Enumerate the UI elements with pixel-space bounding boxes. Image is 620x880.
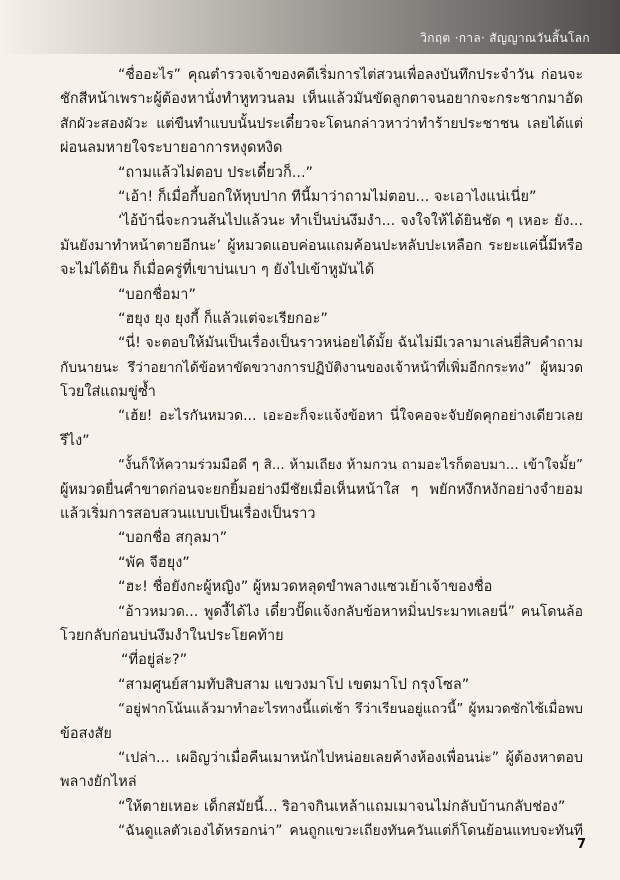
- body-line: “อ้าวหมวด... พูดงี้ได้ไง เดี๋ยวปั๊ดแจ้งกลับข้อหาหมิ่นประมาทเลยนี่” คนโดนล้อ: [118, 603, 583, 620]
- body-line: กับนายนะ รึว่าอยากได้ข้อหาขัดขวางการปฏิบัติงานของเจ้าหน้าที่เพิ่มอีกกระทง” ผู้หมวด: [60, 359, 583, 376]
- paragraph: [60, 600, 583, 649]
- body-line: “งั้นก็ให้ความร่วมมือดี ๆ สิ... ห้ามเถียง ห้ามกวน ถามอะไรก็ตอบมา... เข้าใจมั้ย”: [118, 457, 583, 474]
- paragraph: [60, 185, 583, 209]
- body-line: ชักสีหน้าเพราะผู้ต้องหานั่งทำหูทวนลม เห็นแล้วมันขัดลูกตาจนอยากจะกระชากมาอัด: [60, 91, 583, 108]
- paragraph: [60, 404, 583, 453]
- body-text: [60, 63, 583, 844]
- body-line: “ฮยุง ยุง ยุงกี้ ก็แล้วแต่จะเรียกอะ”: [118, 310, 328, 327]
- body-line: รึไง”: [60, 432, 90, 449]
- paragraph: [60, 331, 583, 404]
- body-line: โวยใส่แถมขู่ซ้ำ: [60, 384, 156, 401]
- paragraph: [60, 453, 583, 526]
- paragraph: [60, 575, 583, 599]
- running-header-title: วิกฤต ·กาล· สัญญาณวันสิ้นโลก: [420, 31, 590, 45]
- paragraph: [60, 307, 583, 331]
- body-line: “ฉันดูแลตัวเองได้หรอกน่า” คนถูกแขวะเถียงทันควันแต่ก็โดนย้อนแทบจะทันที: [118, 823, 583, 840]
- body-line: “บอกชื่อมา”: [118, 286, 196, 303]
- paragraph: [60, 551, 583, 575]
- body-line: “นี่! จะตอบให้มันเป็นเรื่องเป็นราวหน่อยได้มั้ย ฉันไม่มีเวลามาเล่นยี่สิบคำถาม: [118, 335, 583, 352]
- body-line: “เอ้า! ก็เมื่อกี้บอกให้หุบปาก ทีนี้มาว่าถามไม่ตอบ... จะเอาไงแน่เนี่ย”: [118, 188, 537, 205]
- body-line: “ให้ตายเหอะ เด็กสมัยนี้... ริอาจกินเหล้าแถมเมาจนไม่กลับบ้านกลับช่อง”: [118, 798, 566, 815]
- paragraph: [60, 819, 583, 843]
- page-number: 7: [576, 837, 586, 852]
- body-line: “ถามแล้วไม่ตอบ ประเดี๋ยวก็...”: [118, 164, 314, 181]
- body-line: มันยังมาทำหน้าตายอีกนะ’ ผู้หมวดแอบค่อนแถมค้อนปะหลับปะเหลือก ระยะแค่นี้มีหรือ: [60, 237, 583, 254]
- body-line: “เปล่า... เผอิญว่าเมื่อคืนเมาหนักไปหน่อยเลยค้างห้องเพื่อนน่ะ” ผู้ต้องหาตอบ: [118, 749, 583, 766]
- paragraph: [60, 209, 583, 282]
- paragraph: [60, 746, 583, 795]
- body-line: ‘ไอ้บ้านี่จะกวนส้นไปแล้วนะ ทำเป็นบ่นงึมงำ... จงใจให้ได้ยินชัด ๆ เหอะ ยัง...: [118, 213, 583, 230]
- paragraph: [60, 697, 583, 746]
- paragraph: [60, 673, 583, 697]
- body-line: โวยกลับก่อนบ่นงึมงำในประโยคท้าย: [60, 627, 284, 644]
- body-line: จะไม่ได้ยิน ก็เมื่อครู่ที่เขาบ่นเบา ๆ ยังไปเข้าหูมันได้: [60, 262, 375, 279]
- body-line: แล้วเริ่มการสอบสวนแบบเป็นเรื่องเป็นราว: [60, 506, 316, 523]
- running-header: [0, 0, 620, 54]
- paragraph: [60, 63, 583, 161]
- body-line: ผ่อนลมหายใจระบายอาการหงุดหงิด: [60, 140, 283, 157]
- paragraph: [60, 795, 583, 819]
- body-line: “ฮะ! ชื่อยังกะผู้หญิง” ผู้หมวดหลุดขำพลางแซวเย้าเจ้าของชื่อ: [118, 579, 493, 596]
- paragraph: [60, 283, 583, 307]
- body-line: “บอกชื่อ สกุลมา”: [118, 530, 228, 547]
- body-line: สักผัวะสองผัวะ แต่ขืนทำแบบนั้นประเดี๋ยวจะโดนกล่าวหาว่าทำร้ายประชาชน เลยได้แต่: [60, 115, 583, 132]
- paragraph: [60, 161, 583, 185]
- body-line: ข้อสงสัย: [60, 725, 112, 742]
- body-line: ผู้หมวดยื่นคำขาดก่อนจะยกยิ้มอย่างมีชัยเมื่อเห็นหน้าใส ๆ พยักหงึกหงักอย่างจำยอม: [60, 481, 583, 498]
- body-line: “สามศูนย์สามทับสิบสาม แขวงมาโป เขตมาโป กรุงโซล”: [118, 676, 470, 693]
- body-line: “พัค จีฮยุง”: [118, 554, 190, 571]
- body-line: “ที่อยู่ล่ะ?”: [121, 652, 188, 669]
- body-line: “ชื่ออะไร” คุณตำรวจเจ้าของคดีเริ่มการไต่สวนเพื่อลงบันทึกประจำวัน ก่อนจะ: [118, 67, 583, 83]
- body-line: “เฮ้ย! อะไรกันหมวด... เอะอะก็จะแจ้งข้อหา นี่ใจคอจะจับยัดคุกอย่างเดียวเลย: [118, 408, 583, 425]
- paragraph: [60, 526, 583, 550]
- body-line: “อยู่ฟากโน้นแล้วมาทำอะไรทางนี้แต่เช้า รึว่าเรียนอยู่แถวนี้” ผู้หมวดซักไซ้เมื่อพบ: [118, 701, 583, 718]
- body-line: พลางยักไหล่: [60, 774, 137, 791]
- paragraph: [60, 648, 583, 672]
